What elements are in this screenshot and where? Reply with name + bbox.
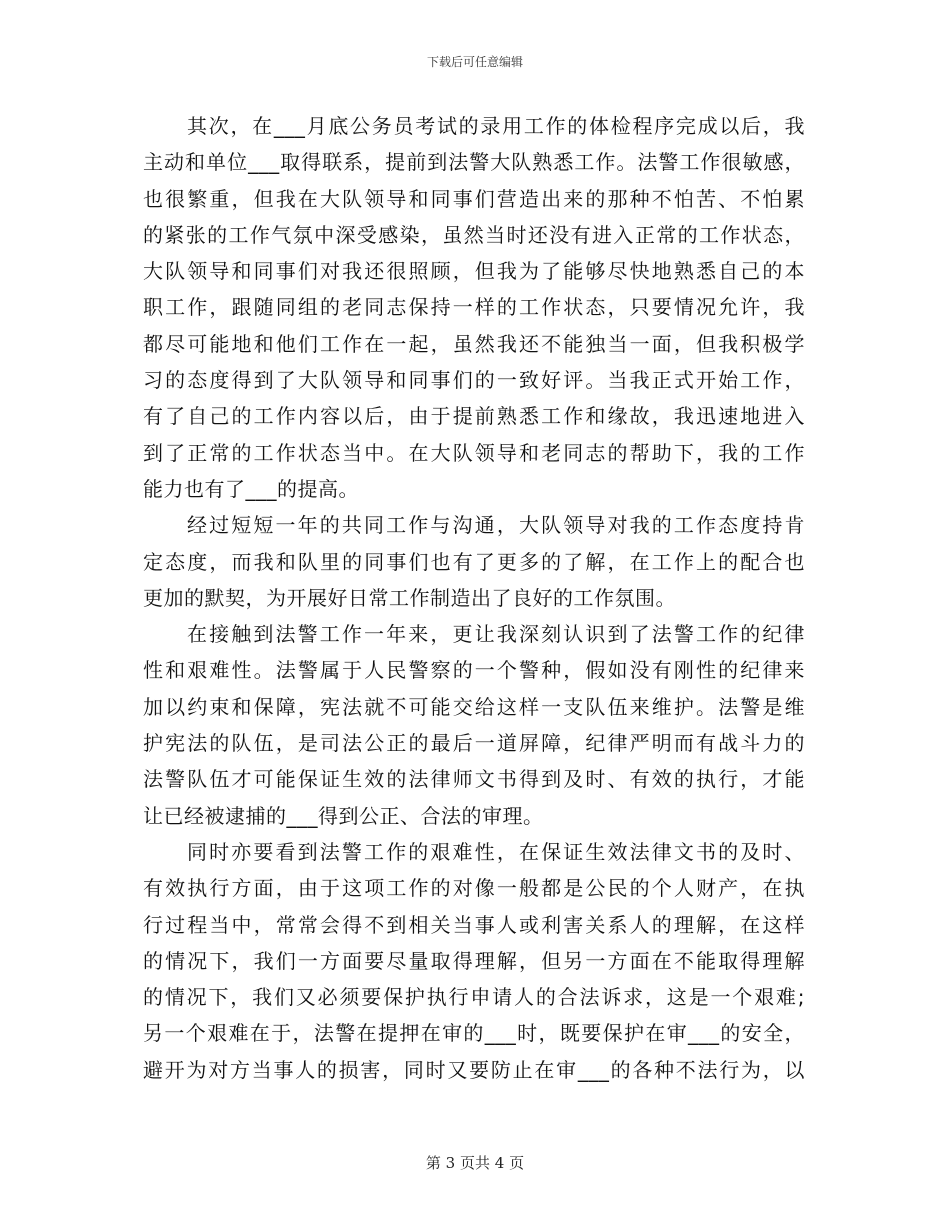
paragraph-2 — [143, 507, 805, 616]
text-line: 经过短短一年的共同工作与沟通，大队领导对我的工作态度持肯 — [187, 513, 805, 538]
text-line: 的紧张的工作气氛中深受感染，虽然当时还没有进入正常的工作状态， — [143, 222, 805, 247]
document-body — [143, 108, 805, 1088]
text-line: 法警队伍才可能保证生效的法律师文书得到及时、有效的执行，才能 — [143, 767, 805, 792]
text-line: 主动和单位___取得联系，提前到法警大队熟悉工作。法警工作很敏感， — [143, 150, 805, 175]
text-line: 更加的默契，为开展好日常工作制造出了良好的工作氛围。 — [143, 585, 676, 610]
page-header: 下载后可任意编辑 — [426, 55, 523, 69]
text-line: 性和艰难性。法警属于人民警察的一个警种，假如没有刚性的纪律来 — [143, 658, 805, 683]
text-line: 同时亦要看到法警工作的艰难性，在保证生效法律文书的及时、 — [187, 839, 805, 864]
text-line: 让已经被逮捕的___得到公正、合法的审理。 — [143, 803, 544, 828]
text-line: 护宪法的队伍，是司法公正的最后一道屏障，纪律严明而有战斗力的 — [143, 731, 805, 756]
paragraph-3 — [143, 616, 805, 834]
text-line: 也很繁重，但我在大队领导和同事们营造出来的那种不怕苦、不怕累 — [143, 186, 805, 211]
text-line: 大队领导和同事们对我还很照顾，但我为了能够尽快地熟悉自己的本 — [143, 259, 805, 284]
text-line: 在接触到法警工作一年来，更让我深刻认识到了法警工作的纪律 — [187, 622, 805, 647]
text-line: 加以约束和保障，宪法就不可能交给这样一支队伍来维护。法警是维 — [143, 694, 805, 719]
page-footer: 第 3 页共 4 页 — [425, 1154, 525, 1172]
paragraph-1 — [143, 108, 805, 507]
text-line: 另一个艰难在于，法警在提押在审的___时，既要保护在审___的安全， — [143, 1021, 805, 1046]
text-line: 避开为对方当事人的损害，同时又要防止在审___的各种不法行为，以 — [143, 1057, 805, 1082]
text-line: 的情况下，我们一方面要尽量取得理解，但另一方面在不能取得理解 — [143, 948, 805, 973]
paragraph-4 — [143, 834, 805, 1088]
text-line: 有了自己的工作内容以后，由于提前熟悉工作和缘故，我迅速地进入 — [143, 404, 805, 429]
text-line: 到了正常的工作状态当中。在大队领导和老同志的帮助下，我的工作 — [143, 440, 805, 465]
text-line: 行过程当中，常常会得不到相关当事人或利害关系人的理解，在这样 — [143, 912, 805, 937]
text-line: 能力也有了___的提高。 — [143, 476, 359, 501]
text-line: 其次，在___月底公务员考试的录用工作的体检程序完成以后，我 — [187, 114, 805, 138]
text-line: 习的态度得到了大队领导和同事们的一致好评。当我正式开始工作， — [143, 368, 805, 393]
text-line: 职工作，跟随同组的老同志保持一样的工作状态，只要情况允许，我 — [143, 295, 805, 320]
text-line: 的情况下，我们又必须要保护执行申请人的合法诉求，这是一个艰难; — [143, 985, 805, 1010]
text-line: 有效执行方面，由于这项工作的对像一般都是公民的个人财产，在执 — [143, 876, 805, 901]
text-line: 都尽可能地和他们工作在一起，虽然我还不能独当一面，但我积极学 — [143, 331, 805, 356]
text-line: 定态度，而我和队里的同事们也有了更多的了解，在工作上的配合也 — [143, 549, 805, 574]
